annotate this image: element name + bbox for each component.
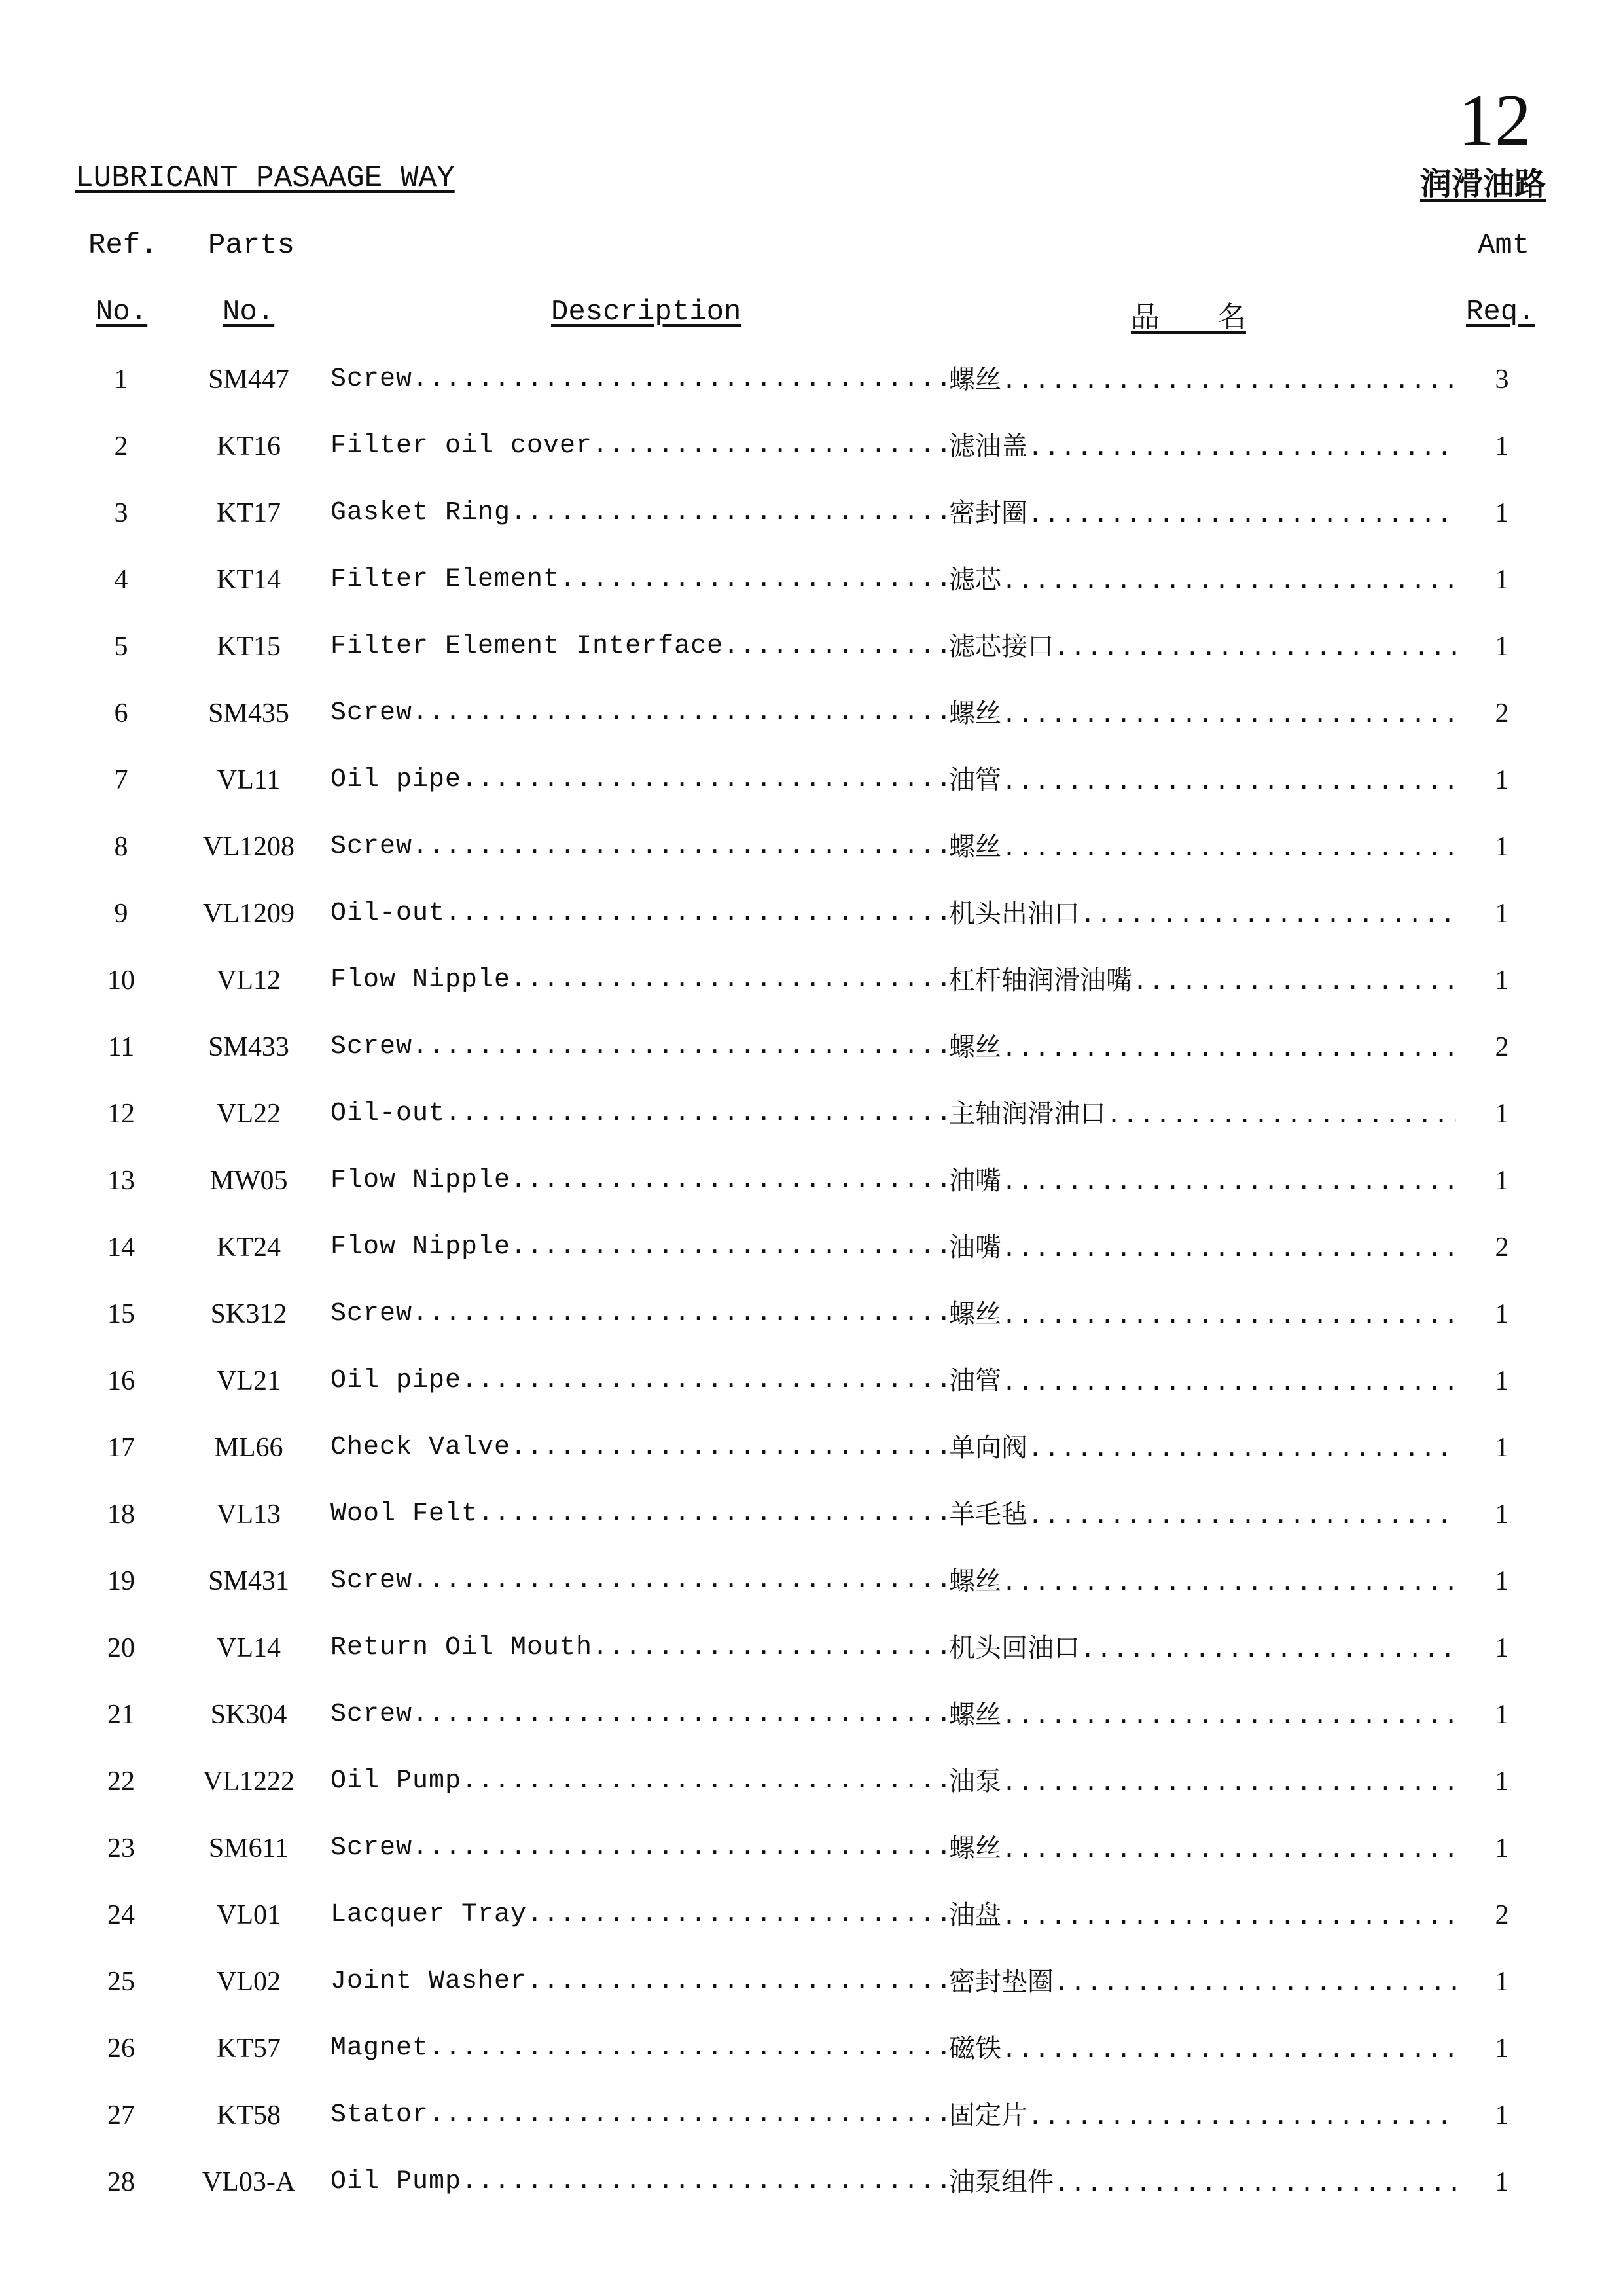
part-number: KT17: [217, 498, 281, 528]
amount-required: 1: [1495, 965, 1509, 996]
amount-required: 1: [1495, 565, 1509, 595]
part-description: [330, 889, 949, 939]
part-description-text: Flow Nipple: [330, 1166, 511, 1195]
part-name-zh: [949, 1623, 1456, 1676]
ref-number: 5: [114, 632, 128, 662]
part-number: SK304: [210, 1700, 287, 1730]
table-row: [0, 2157, 1623, 2224]
table-row: [0, 1823, 1623, 1890]
part-description: [330, 1556, 949, 1606]
amount-required: 1: [1495, 1833, 1509, 1863]
part-description-text: Oil-out: [330, 899, 446, 928]
part-name-zh: [949, 1690, 1456, 1742]
part-description-text: Joint Washer: [330, 1967, 527, 1996]
part-description-text: Stator: [330, 2100, 429, 2130]
part-description-text: Screw: [330, 1833, 413, 1863]
part-description-text: Screw: [330, 698, 413, 728]
part-number: SM431: [208, 1566, 289, 1596]
part-description-text: Filter Element Interface: [330, 632, 724, 661]
part-description-text: Flow Nipple: [330, 1232, 511, 1262]
part-description: [330, 1356, 949, 1406]
amount-required: 1: [1495, 1166, 1509, 1196]
part-description-text: Oil Pump: [330, 1767, 462, 1796]
part-number: VL01: [217, 1900, 281, 1930]
part-description: [330, 1289, 949, 1339]
ref-number: 10: [107, 965, 135, 996]
part-number: KT14: [217, 565, 281, 595]
table-row: [0, 689, 1623, 755]
part-name-zh-text: 羊毛毡: [949, 1499, 1027, 1530]
part-name-zh-text: 滤芯: [949, 565, 1001, 595]
ref-number: 16: [107, 1366, 135, 1396]
table-row: [0, 1223, 1623, 1289]
ref-number: 1: [114, 365, 128, 395]
part-number: SM611: [208, 1833, 289, 1863]
amount-required: 1: [1495, 2167, 1509, 2197]
part-description: [330, 2090, 949, 2140]
part-number: MW05: [209, 1166, 288, 1196]
part-name-zh-text: 杠杆轴润滑油嘴: [949, 965, 1132, 996]
part-description: [330, 355, 949, 404]
part-number: SM435: [208, 698, 289, 728]
part-name-zh-text: 磁铁: [949, 2034, 1001, 2064]
table-row: [0, 1356, 1623, 1423]
ref-number: 4: [114, 565, 128, 595]
part-number: VL1222: [203, 1767, 294, 1797]
ref-number: 12: [107, 1099, 135, 1129]
part-name-zh-text: 单向阀: [949, 1433, 1027, 1463]
part-description: [330, 622, 949, 672]
table-row: [0, 1156, 1623, 1223]
amount-required: 1: [1495, 832, 1509, 862]
part-description-text: Lacquer Tray: [330, 1900, 527, 1929]
ref-number: 23: [107, 1833, 135, 1863]
ref-number: 15: [107, 1299, 135, 1329]
part-name-zh: [949, 555, 1456, 607]
part-description-text: Screw: [330, 1700, 413, 1729]
amount-required: 1: [1495, 498, 1509, 528]
part-name-zh: [949, 1890, 1456, 1943]
part-name-zh: [949, 2157, 1456, 2210]
part-description: [330, 1156, 949, 1206]
part-name-zh-text: 油嘴: [949, 1232, 1001, 1263]
amount-required: 1: [1495, 1967, 1509, 1997]
ref-number: 17: [107, 1433, 135, 1463]
ref-number: 9: [114, 899, 128, 929]
table-row: [0, 555, 1623, 622]
amount-required: 1: [1495, 431, 1509, 461]
amount-required: 1: [1495, 1099, 1509, 1129]
part-description-text: Filter Element: [330, 565, 560, 594]
part-name-zh: [949, 422, 1456, 474]
amount-required: 1: [1495, 632, 1509, 662]
part-description-text: Wool Felt: [330, 1499, 478, 1529]
part-name-zh-text: 螺丝: [949, 1566, 1001, 1596]
amount-required: 3: [1495, 365, 1509, 395]
parts-header-top: Parts: [208, 229, 295, 262]
part-name-zh-text: 油泵组件: [949, 2167, 1054, 2197]
part-name-zh-text: 固定片: [949, 2100, 1027, 2130]
part-name-zh-text: 滤油盖: [949, 431, 1027, 461]
part-description-text: Oil pipe: [330, 765, 462, 795]
part-description: [330, 956, 949, 1005]
table-row: [0, 1423, 1623, 1490]
part-name-zh: [949, 1289, 1456, 1342]
part-name-zh-text: 机头回油口: [949, 1633, 1080, 1663]
amount-required: 1: [1495, 765, 1509, 795]
part-name-zh: [949, 1556, 1456, 1609]
part-name-zh-text: 油管: [949, 765, 1001, 795]
part-name-zh-text: 螺丝: [949, 832, 1001, 862]
part-number: KT15: [217, 632, 281, 662]
amount-required: 1: [1495, 1767, 1509, 1797]
part-number: VL11: [217, 765, 281, 795]
amount-required: 2: [1495, 698, 1509, 728]
part-number: KT16: [217, 431, 281, 461]
part-name-zh-text: 滤芯接口: [949, 632, 1054, 662]
part-description: [330, 755, 949, 805]
part-description-text: Gasket Ring: [330, 498, 511, 528]
part-name-zh: [949, 2024, 1456, 2076]
part-number: VL1208: [203, 832, 294, 862]
part-name-zh-text: 螺丝: [949, 1032, 1001, 1062]
part-description: [330, 1890, 949, 1940]
part-description-text: Oil pipe: [330, 1366, 462, 1395]
table-row: [0, 822, 1623, 889]
part-name-zh: [949, 1022, 1456, 1075]
part-name-zh: [949, 1823, 1456, 1876]
parts-table: [0, 355, 1623, 2224]
table-row: [0, 1890, 1623, 1957]
part-description: [330, 422, 949, 471]
ref-number: 22: [107, 1767, 135, 1797]
part-name-zh: [949, 1757, 1456, 1809]
part-name-zh-text: 密封圈: [949, 498, 1027, 528]
part-description-text: Oil Pump: [330, 2167, 462, 2197]
table-row: [0, 1490, 1623, 1556]
ref-number: 7: [114, 765, 128, 795]
part-description: [330, 555, 949, 605]
table-row: [0, 1957, 1623, 2024]
part-number: ML66: [214, 1433, 283, 1463]
table-row: [0, 488, 1623, 555]
amount-required: 2: [1495, 1232, 1509, 1263]
part-name-zh: [949, 1089, 1456, 1141]
amount-required: 1: [1495, 1299, 1509, 1329]
ref-number: 18: [107, 1499, 135, 1530]
amount-required: 1: [1495, 1499, 1509, 1530]
part-description: [330, 2157, 949, 2207]
ref-number: 24: [107, 1900, 135, 1930]
part-name-zh-text: 油盘: [949, 1900, 1001, 1930]
part-description: [330, 488, 949, 538]
part-description-text: Screw: [330, 1032, 413, 1062]
part-name-zh-text: 密封垫圈: [949, 1967, 1054, 1997]
part-number: KT57: [217, 2034, 281, 2064]
part-description-text: Return Oil Mouth: [330, 1633, 593, 1662]
ref-number: 25: [107, 1967, 135, 1997]
amount-required: 1: [1495, 2034, 1509, 2064]
part-name-zh: [949, 755, 1456, 808]
part-name-zh-text: 螺丝: [949, 1299, 1001, 1329]
part-name-zh: [949, 488, 1456, 541]
part-number: VL13: [217, 1499, 281, 1530]
part-name-zh: [949, 1957, 1456, 2009]
part-number: SM433: [208, 1032, 289, 1062]
table-row: [0, 1089, 1623, 1156]
amount-required: 1: [1495, 1633, 1509, 1663]
part-name-zh: [949, 622, 1456, 674]
ref-number: 26: [107, 2034, 135, 2064]
table-row: [0, 1289, 1623, 1356]
part-name-zh-text: 油嘴: [949, 1166, 1001, 1196]
ref-number: 13: [107, 1166, 135, 1196]
table-row: [0, 1690, 1623, 1757]
section-title-en: LUBRICANT PASAAGE WAY: [75, 161, 455, 195]
part-number: KT58: [217, 2100, 281, 2130]
part-description: [330, 1223, 949, 1272]
ref-header-top: Ref.: [88, 229, 158, 262]
table-row: [0, 1022, 1623, 1089]
part-description-text: Oil-out: [330, 1099, 446, 1128]
part-number: VL03-A: [202, 2167, 296, 2197]
amount-required: 1: [1495, 899, 1509, 929]
part-description: [330, 689, 949, 738]
part-number: SK312: [210, 1299, 287, 1329]
part-description: [330, 1823, 949, 1873]
part-description: [330, 1490, 949, 1539]
part-description-text: Flow Nipple: [330, 965, 511, 995]
part-name-zh: [949, 889, 1456, 941]
ref-number: 8: [114, 832, 128, 862]
part-description: [330, 1623, 949, 1673]
ref-number: 21: [107, 1700, 135, 1730]
amount-required: 1: [1495, 1433, 1509, 1463]
part-description-text: Screw: [330, 1299, 413, 1329]
ref-number: 27: [107, 2100, 135, 2130]
part-description-text: Check Valve: [330, 1433, 511, 1462]
part-description: [330, 822, 949, 872]
ref-number: 28: [107, 2167, 135, 2197]
amt-header-top: Amt: [1478, 229, 1530, 262]
table-row: [0, 622, 1623, 689]
description-header: Description: [551, 296, 741, 329]
ref-number: 14: [107, 1232, 135, 1263]
table-row: [0, 2024, 1623, 2090]
amount-required: 2: [1495, 1032, 1509, 1062]
ref-number: 3: [114, 498, 128, 528]
ref-number: 19: [107, 1566, 135, 1596]
part-description-text: Filter oil cover: [330, 431, 593, 461]
part-name-zh: [949, 1156, 1456, 1208]
part-description: [330, 1757, 949, 1806]
part-description: [330, 1022, 949, 1072]
ref-number: 2: [114, 431, 128, 461]
amt-header-bottom: Req.: [1466, 296, 1535, 329]
amount-required: 1: [1495, 1700, 1509, 1730]
part-description: [330, 1089, 949, 1139]
ref-number: 6: [114, 698, 128, 728]
part-description: [330, 1957, 949, 2007]
part-number: SM447: [208, 365, 289, 395]
part-name-zh: [949, 956, 1456, 1008]
table-row: [0, 1556, 1623, 1623]
table-row: [0, 1623, 1623, 1690]
part-number: VL02: [217, 1967, 281, 1997]
table-row: [0, 956, 1623, 1022]
part-description-text: Magnet: [330, 2034, 429, 2063]
part-name-zh: [949, 1356, 1456, 1408]
part-description-text: Screw: [330, 1566, 413, 1596]
table-row: [0, 889, 1623, 956]
parts-header-bottom: No.: [223, 296, 275, 329]
amount-required: 2: [1495, 1900, 1509, 1930]
table-row: [0, 2090, 1623, 2157]
part-description: [330, 1423, 949, 1473]
part-name-zh: [949, 355, 1456, 407]
part-name-zh-text: 螺丝: [949, 698, 1001, 728]
part-description: [330, 1690, 949, 1740]
part-number: VL12: [217, 965, 281, 996]
part-name-zh: [949, 1423, 1456, 1475]
part-name-zh: [949, 822, 1456, 874]
part-name-zh-text: 螺丝: [949, 365, 1001, 395]
amount-required: 1: [1495, 1366, 1509, 1396]
table-row: [0, 1757, 1623, 1823]
part-name-zh-text: 螺丝: [949, 1700, 1001, 1730]
part-name-zh: [949, 1223, 1456, 1275]
part-name-zh-text: 机头出油口: [949, 899, 1080, 929]
part-number: VL14: [217, 1633, 281, 1663]
part-number: VL22: [217, 1099, 281, 1129]
part-name-zh-text: 油泵: [949, 1767, 1001, 1797]
ref-header-bottom: No.: [96, 296, 148, 329]
ref-number: 20: [107, 1633, 135, 1663]
table-row: [0, 422, 1623, 488]
amount-required: 1: [1495, 1566, 1509, 1596]
ref-number: 11: [107, 1032, 135, 1062]
part-number: VL21: [217, 1366, 281, 1396]
part-name-zh: [949, 2090, 1456, 2143]
part-name-zh-text: 主轴润滑油口: [949, 1099, 1106, 1129]
part-number: KT24: [217, 1232, 281, 1263]
name-zh-header: 品 名: [1131, 300, 1246, 334]
table-row: [0, 355, 1623, 422]
table-row: [0, 755, 1623, 822]
part-description-text: Screw: [330, 365, 413, 394]
amount-required: 1: [1495, 2100, 1509, 2130]
section-title-zh: 润滑油路: [1419, 166, 1546, 202]
part-number: VL1209: [203, 899, 294, 929]
part-description: [330, 2024, 949, 2073]
part-name-zh-text: 油管: [949, 1366, 1001, 1396]
part-name-zh: [949, 1490, 1456, 1542]
page-number: 12: [1458, 80, 1531, 161]
part-name-zh: [949, 689, 1456, 741]
part-description-text: Screw: [330, 832, 413, 861]
part-name-zh-text: 螺丝: [949, 1833, 1001, 1863]
